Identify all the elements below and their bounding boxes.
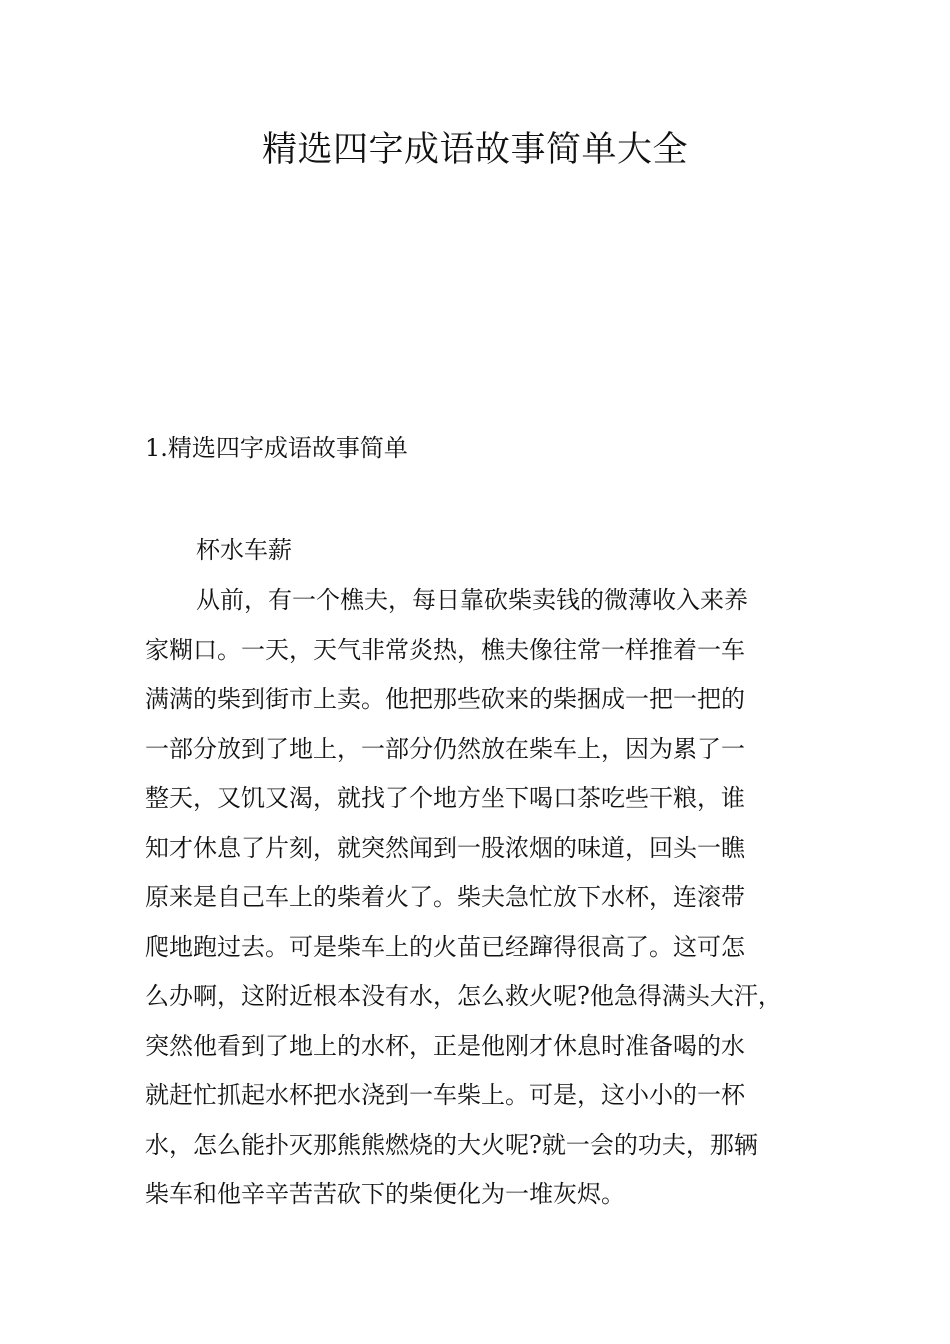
story-line: 知才休息了片刻，就突然闻到一股浓烟的味道，回头一瞧 (145, 833, 745, 862)
story-line: 水，怎么能扑灭那熊熊燃烧的大火呢?就一会的功夫，那辆 (145, 1130, 758, 1159)
story-line: 就赶忙抓起水杯把水浇到一车柴上。可是，这小小的一杯 (145, 1081, 745, 1109)
story-line: 整天，又饥又渴，就找了个地方坐下喝口茶吃些干粮，谁 (145, 784, 745, 812)
story-line: 家糊口。一天，天气非常炎热，樵夫像往常一样推着一车 (145, 635, 745, 664)
story-line: 一部分放到了地上，一部分仍然放在柴车上，因为累了一 (145, 734, 745, 763)
story-body (145, 576, 810, 1220)
story-title: 杯水车薪 (196, 536, 292, 564)
story-line: 原来是自己车上的柴着火了。柴夫急忙放下水杯，连滚带 (145, 883, 745, 911)
story-line: 突然他看到了地上的水杯，正是他刚才休息时准备喝的水 (145, 1031, 745, 1060)
story-line: 么办啊，这附近根本没有水，怎么救火呢?他急得满头大汗， (145, 982, 782, 1010)
story-line: 爬地跑过去。可是柴车上的火苗已经蹿得很高了。这可怎 (145, 932, 745, 961)
page-title: 精选四字成语故事简单大全 (261, 130, 688, 170)
section-heading: 1.精选四字成语故事简单 (145, 434, 408, 462)
story-line: 满满的柴到街市上卖。他把那些砍来的柴捆成一把一把的 (145, 685, 745, 713)
story-line: 从前，有一个樵夫，每日靠砍柴卖钱的微薄收入来养 (196, 586, 748, 614)
story-line: 柴车和他辛辛苦苦砍下的柴便化为一堆灰烬。 (145, 1180, 625, 1208)
